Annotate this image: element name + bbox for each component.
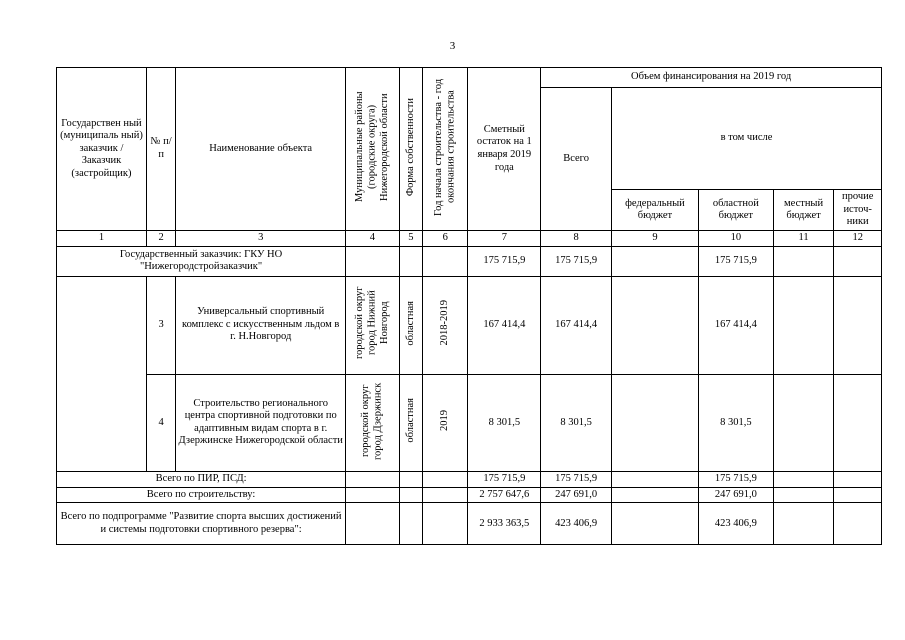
total-label: Всего по подпрограмме "Развитие спорта высших достижений и системы подготовки спортивного резерва": [57,503,346,545]
col-number: 12 [834,231,882,247]
object-years-cell [422,374,467,472]
header-including: в том числе [611,88,881,190]
total-regional: 175 715,9 [698,472,773,488]
object-estimate: 8 301,5 [468,374,541,472]
header-districts: Муниципальные районы (городские округа) Нижегородской области [353,91,390,203]
object-name: Универсальный спортивный комплекс с искусственным льдом в г. Н.Новгород [176,276,346,374]
object-years: 2018-2019 [438,300,450,346]
customer-row [57,246,882,276]
header-other: прочие источ-ники [834,190,882,231]
object-district-cell [346,276,400,374]
total-row [57,472,882,488]
total-total: 175 715,9 [541,472,612,488]
header-funding-2019: Объем финансирования на 2019 год [541,68,882,88]
object-row [57,276,882,374]
object-ownership-cell [399,374,422,472]
col-number: 4 [346,231,400,247]
header-estimate: Сметный остаток на 1 января 2019 года [468,68,541,231]
col-number: 5 [399,231,422,247]
header-total: Всего [541,88,612,231]
col-number: 2 [146,231,175,247]
total-regional: 423 406,9 [698,503,773,545]
header-federal: федеральный бюджет [611,190,698,231]
total-estimate: 2 757 647,6 [468,487,541,503]
customer-estimate: 175 715,9 [468,246,541,276]
header-districts-cell [346,68,400,231]
object-regional: 8 301,5 [698,374,773,472]
object-years-cell [422,276,467,374]
col-number: 9 [611,231,698,247]
object-ownership-cell [399,276,422,374]
total-estimate: 175 715,9 [468,472,541,488]
col-number: 1 [57,231,147,247]
object-district: городской округ город Нижний Новгород [353,286,390,360]
column-number-row [57,231,882,247]
col-number: 10 [698,231,773,247]
header-no: № п/п [146,68,175,231]
total-total: 423 406,9 [541,503,612,545]
header-customer: Государствен ный (муниципаль ный) заказчик / Заказчик (застройщик) [57,68,147,231]
object-no: 4 [146,374,175,472]
header-local: местный бюджет [773,190,834,231]
object-district-cell [346,374,400,472]
page-number: 3 [449,40,456,52]
header-regional: областной бюджет [698,190,773,231]
object-total: 8 301,5 [541,374,612,472]
object-no: 3 [146,276,175,374]
header-years-cell [422,68,467,231]
header-row-1 [57,68,882,88]
object-estimate: 167 414,4 [468,276,541,374]
header-years: Год начала строительства - год окончания строительства [432,78,457,216]
total-row [57,487,882,503]
object-years: 2019 [438,410,450,432]
object-district: городской округ город Дзержинск [359,382,384,460]
object-regional: 167 414,4 [698,276,773,374]
col-number: 11 [773,231,834,247]
header-ownership-cell [399,68,422,231]
object-name: Строительство регионального центра спортивной подготовки по адаптивным видам спорта в г. Дзержинске Нижегородской области [176,374,346,472]
object-ownership: областная [404,300,416,346]
header-object-name: Наименование объекта [176,68,346,231]
total-row [57,503,882,545]
financing-table [56,67,882,545]
col-number: 6 [422,231,467,247]
object-row [57,374,882,472]
customer-regional: 175 715,9 [698,246,773,276]
object-total: 167 414,4 [541,276,612,374]
customer-total: 175 715,9 [541,246,612,276]
total-label: Всего по строительству: [57,487,346,503]
col-number: 3 [176,231,346,247]
total-regional: 247 691,0 [698,487,773,503]
total-total: 247 691,0 [541,487,612,503]
total-label: Всего по ПИР, ПСД: [57,472,346,488]
object-ownership: областная [404,398,416,443]
col-number: 8 [541,231,612,247]
customer-name: Государственный заказчик: ГКУ НО "Нижегородстройзаказчик" [57,246,346,276]
col-number: 7 [468,231,541,247]
header-ownership: Форма собственности [404,97,416,196]
total-estimate: 2 933 363,5 [468,503,541,545]
